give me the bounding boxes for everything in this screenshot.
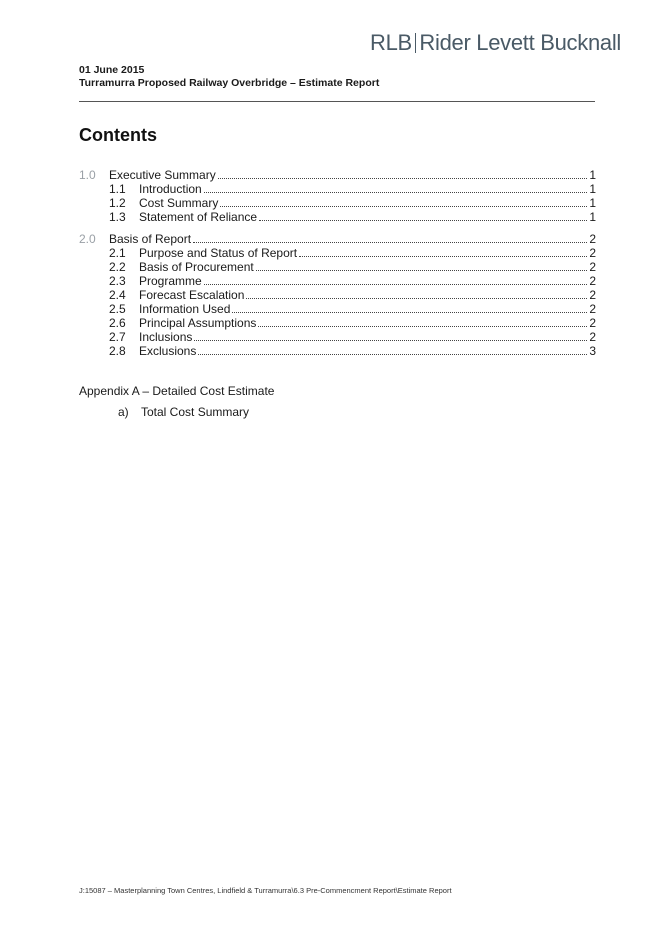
toc-row[interactable] [79,210,596,224]
company-logo [370,30,621,56]
report-title: Turramurra Proposed Railway Overbridge – Estimate Report [79,77,380,89]
toc-leader [220,196,587,207]
appendix-item[interactable] [118,405,249,419]
toc-row[interactable] [79,168,596,182]
contents-heading: Contents [79,125,157,145]
toc-leader [259,210,587,221]
toc-leader [204,182,588,193]
appendix-title[interactable]: Appendix A – Detailed Cost Estimate [79,384,275,398]
toc-number: 2.7 [109,330,126,344]
toc-row[interactable] [79,288,596,302]
toc-page: 1 [589,168,596,182]
toc-title: Forecast Escalation [139,288,245,302]
toc-page: 2 [589,316,596,330]
toc-page: 2 [589,302,596,316]
toc-row[interactable] [79,344,596,358]
toc-title: Statement of Reliance [139,210,258,224]
toc-title: Basis of Report [109,232,192,246]
toc-title: Principal Assumptions [139,316,257,330]
toc-number: 2.3 [109,274,126,288]
report-date: 01 June 2015 [79,64,145,76]
toc-number: 2.0 [79,232,96,246]
toc-leader [256,260,588,271]
toc-number: 1.2 [109,196,126,210]
toc-leader [246,288,587,299]
toc-number: 2.8 [109,344,126,358]
toc-row[interactable] [79,182,596,196]
toc-leader [299,246,587,257]
toc-leader [258,316,587,327]
toc-page: 2 [589,274,596,288]
toc-page: 1 [589,210,596,224]
toc-title: Inclusions [139,330,193,344]
toc-leader [232,302,587,313]
toc-number: 2.2 [109,260,126,274]
logo-separator [415,33,417,53]
toc-row[interactable] [79,232,596,246]
toc-row[interactable] [79,302,596,316]
toc-leader [193,232,587,243]
toc-leader [218,168,588,179]
toc-number: 2.1 [109,246,126,260]
toc-title: Basis of Procurement [139,260,254,274]
toc-page: 2 [589,260,596,274]
report-meta [79,64,379,90]
toc-page: 2 [589,330,596,344]
table-of-contents [79,168,596,358]
toc-number: 2.6 [109,316,126,330]
toc-number: 1.1 [109,182,126,196]
appendix-item-letter: a) [118,405,129,419]
toc-page: 2 [589,246,596,260]
toc-number: 1.3 [109,210,126,224]
toc-number: 2.4 [109,288,126,302]
toc-page: 1 [589,196,596,210]
logo-short: RLB [370,30,412,55]
toc-title: Introduction [139,182,202,196]
toc-number: 1.0 [79,168,96,182]
logo-full: Rider Levett Bucknall [419,30,621,55]
toc-title: Executive Summary [109,168,216,182]
toc-page: 1 [589,182,596,196]
toc-title: Information Used [139,302,231,316]
toc-row[interactable] [79,330,596,344]
toc-leader [194,330,587,341]
toc-title: Programme [139,274,202,288]
toc-page: 2 [589,232,596,246]
appendix-item-title: Total Cost Summary [141,405,250,419]
toc-leader [198,344,587,355]
toc-row[interactable] [79,260,596,274]
toc-page: 2 [589,288,596,302]
toc-title: Purpose and Status of Report [139,246,298,260]
footer-path: J:15087 – Masterplanning Town Centres, Lindfield & Turramurra\6.3 Pre-Commencment Report\Estimate Report [79,886,452,895]
toc-row[interactable] [79,196,596,210]
toc-number: 2.5 [109,302,126,316]
toc-title: Exclusions [139,344,197,358]
toc-page: 3 [589,344,596,358]
toc-row[interactable] [79,274,596,288]
toc-row[interactable] [79,246,596,260]
header-divider [79,101,595,102]
toc-title: Cost Summary [139,196,219,210]
toc-row[interactable] [79,316,596,330]
toc-leader [204,274,588,285]
